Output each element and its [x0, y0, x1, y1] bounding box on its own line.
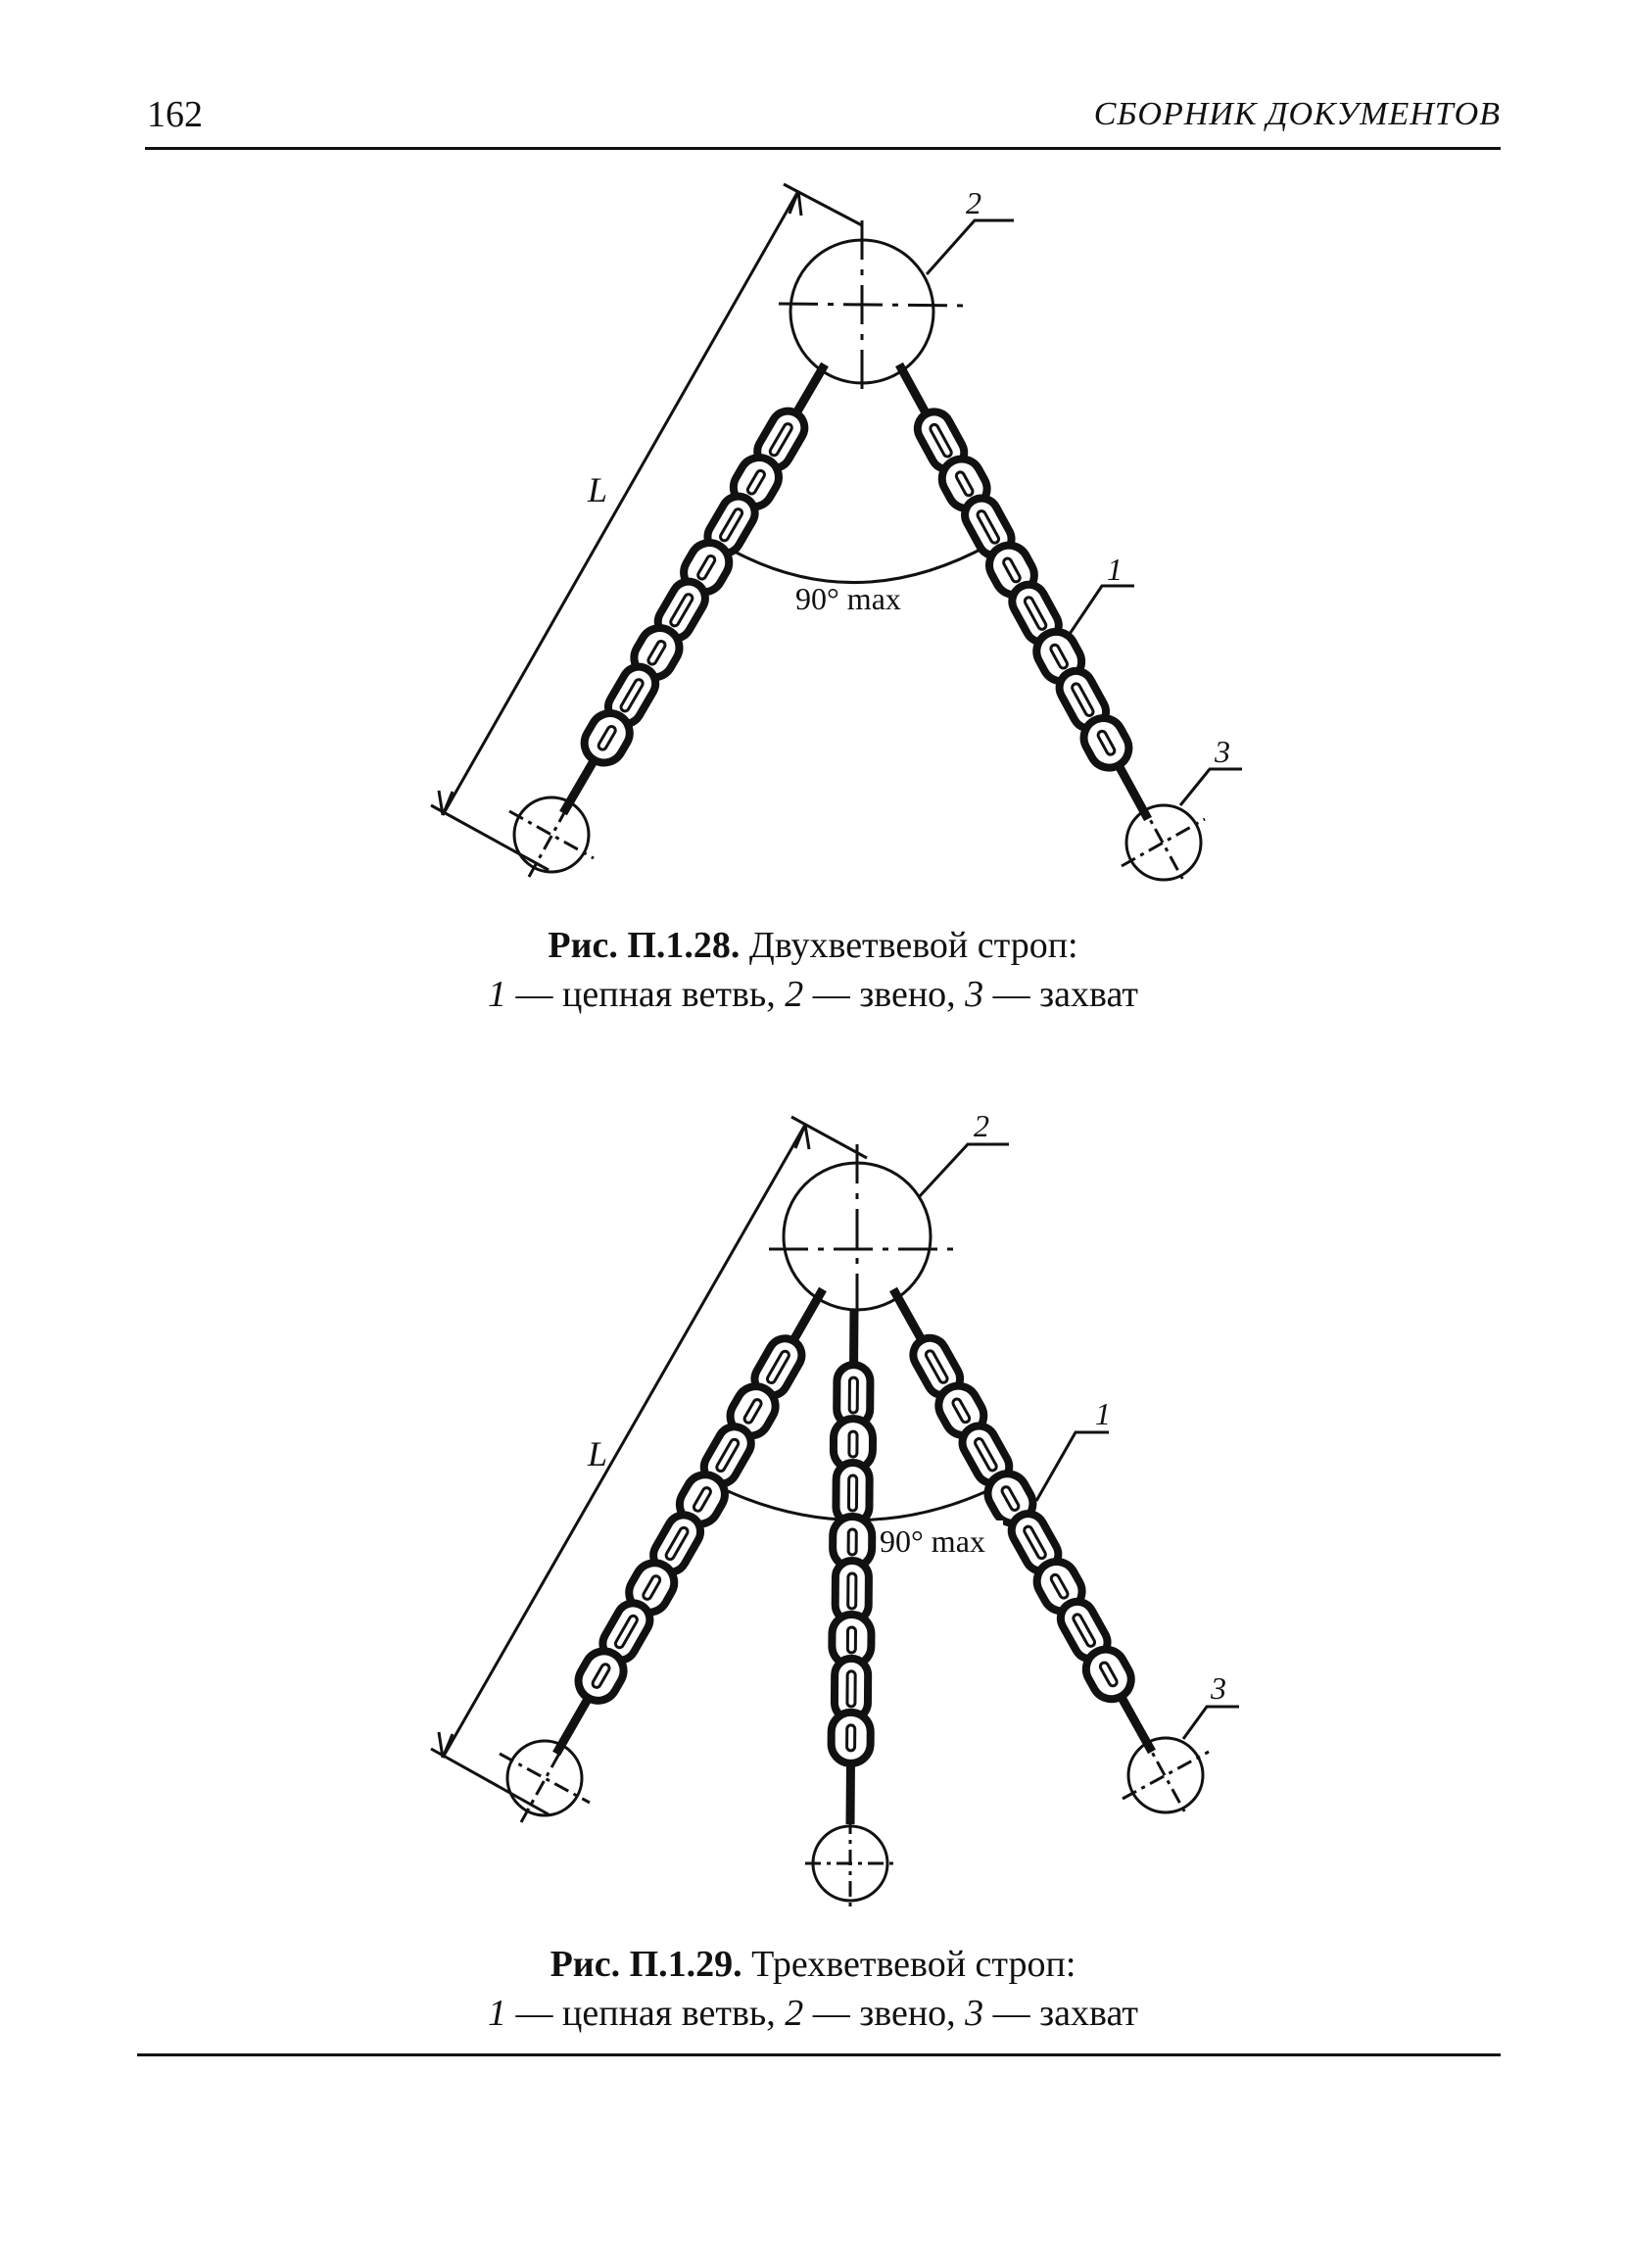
- label-3: 3: [1215, 734, 1230, 769]
- leader-line-3: [1183, 1707, 1239, 1739]
- grip-right-centerline-1: [1123, 1752, 1209, 1799]
- chain-branches: [556, 1289, 1152, 1824]
- figure1-caption-title: Двухветвевой строп:: [740, 925, 1078, 966]
- chain-link-opening: [849, 1431, 857, 1457]
- chain-link-opening: [848, 1573, 856, 1609]
- figure2-caption-line1: [0, 1940, 1626, 1989]
- figure1-caption-text-2: — звено,: [803, 974, 966, 1015]
- label-2: 2: [974, 1108, 989, 1143]
- leader-line-1: [1036, 1432, 1109, 1501]
- chain-branch-left: [556, 1289, 823, 1754]
- figure1-caption-key-3: 3: [965, 974, 984, 1015]
- footer-rule: [137, 2053, 1501, 2056]
- figure2-caption-text-2: — звено,: [803, 1993, 966, 2034]
- figure2-caption-text-3: — захват: [983, 1993, 1138, 2034]
- angle-label: 90° max: [880, 1523, 985, 1559]
- chain-link-opening: [848, 1529, 856, 1555]
- dimension-ext-bottom: [431, 1749, 549, 1814]
- grip-circle-left: [507, 1741, 582, 1815]
- chain-link-opening: [847, 1725, 855, 1751]
- leader-line-2: [919, 1144, 1009, 1197]
- figure2-caption-number: Рис. П.1.29.: [550, 1944, 742, 1985]
- figure1-caption-number: Рис. П.1.28.: [548, 925, 741, 966]
- label-2: 2: [966, 185, 981, 220]
- label-1: 1: [1107, 552, 1123, 587]
- grip-circle-right: [1128, 1738, 1203, 1812]
- chain-link-opening: [847, 1671, 855, 1707]
- label-l: L: [588, 470, 608, 509]
- chain-branch-center: [831, 1309, 873, 1824]
- figure2-caption-line2: [0, 1989, 1626, 2038]
- figure2-caption-key-2: 2: [785, 1993, 804, 2034]
- figure2-caption-key-3: 3: [965, 1993, 984, 2034]
- figure2-caption-title: Трехветвевой строп:: [741, 1944, 1076, 1985]
- figure2-caption-key-1: 1: [488, 1993, 507, 2034]
- figure2-caption-text-1: — цепная ветвь,: [506, 1993, 786, 2034]
- running-title: СБОРНИК ДОКУМЕНТОВ: [1093, 96, 1501, 132]
- label-l: L: [588, 1434, 608, 1473]
- chain-link-opening: [847, 1627, 855, 1653]
- chain-link-opening: [849, 1377, 857, 1413]
- page-number: 162: [147, 94, 203, 135]
- chain-link-opening: [848, 1475, 856, 1511]
- dimension-ext-top: [791, 1117, 867, 1158]
- label-1: 1: [1095, 1396, 1111, 1431]
- figure2-caption: [0, 1940, 1626, 2038]
- figure1-caption-text-1: — цепная ветвь,: [506, 974, 786, 1015]
- angle-label: 90° max: [795, 581, 901, 616]
- figure1-caption-key-2: 2: [785, 974, 804, 1015]
- figure1-caption-text-3: — захват: [983, 974, 1138, 1015]
- figure1-caption-key-1: 1: [488, 974, 507, 1015]
- label-3: 3: [1211, 1670, 1226, 1706]
